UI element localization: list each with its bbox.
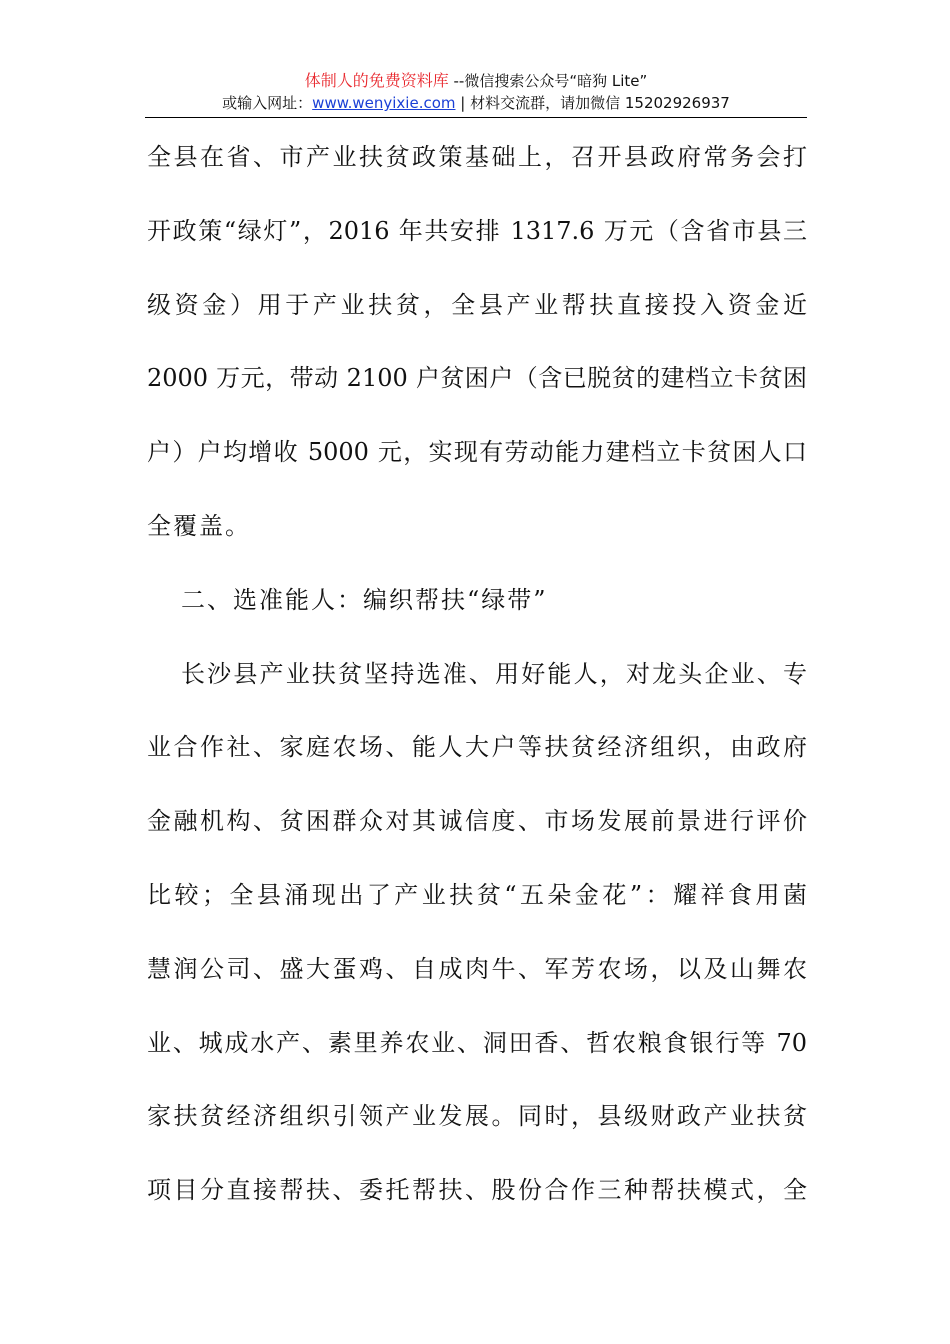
header-divider — [145, 117, 807, 118]
header-url-prefix: 或输入网址： — [222, 94, 313, 112]
body-line: 比较；全县涌现出了产业扶贫“五朵金花”：耀祥食用菌 — [147, 880, 807, 909]
body-line: 慧润公司、盛大蛋鸡、自成肉牛、军芳农场，以及山舞农 — [147, 954, 807, 983]
header-line-2 — [145, 92, 807, 114]
body-line: 金融机构、贫困群众对其诚信度、市场发展前景进行评价 — [147, 807, 807, 836]
body-line: 开政策“绿灯”，2016 年共安排 1317.6 万元（含省市县三 — [147, 216, 807, 245]
body-line: 2000 万元，带动 2100 户贫困户（含已脱贫的建档立卡贫困 — [147, 364, 807, 393]
header-brand: 体制人的免费资料库 — [304, 71, 449, 90]
body-line: 全覆盖。 — [147, 511, 251, 540]
header-line-1 — [145, 70, 807, 92]
header-contact: | 材料交流群，请加微信 15202926937 — [455, 94, 730, 112]
header-wechat-text: --微信搜索公众号“暗狗 Lite” — [448, 72, 648, 90]
header-url-link[interactable]: www.wenyixie.com — [312, 94, 456, 112]
section-heading: 二、选准能人：编织帮扶“绿带” — [181, 585, 548, 614]
body-line: 户）户均增收 5000 元，实现有劳动能力建档立卡贫困人口 — [147, 438, 807, 467]
body-line: 业、城成水产、素里养农业、洞田香、哲农粮食银行等 70 — [147, 1028, 807, 1057]
body-line: 全县在省、市产业扶贫政策基础上，召开县政府常务会打 — [147, 143, 807, 171]
page-header — [145, 70, 807, 114]
body-line: 级资金）用于产业扶贫，全县产业帮扶直接投入资金近 — [147, 290, 807, 319]
body-line: 业合作社、家庭农场、能人大户等扶贫经济组织，由政府 — [147, 733, 807, 762]
document-body — [147, 127, 807, 1234]
body-line: 长沙县产业扶贫坚持选准、用好能人，对龙头企业、专 — [181, 659, 807, 688]
body-line: 家扶贫经济组织引领产业发展。同时，县级财政产业扶贫 — [147, 1102, 807, 1131]
body-line: 项目分直接帮扶、委托帮扶、股份合作三种帮扶模式，全 — [147, 1176, 807, 1205]
